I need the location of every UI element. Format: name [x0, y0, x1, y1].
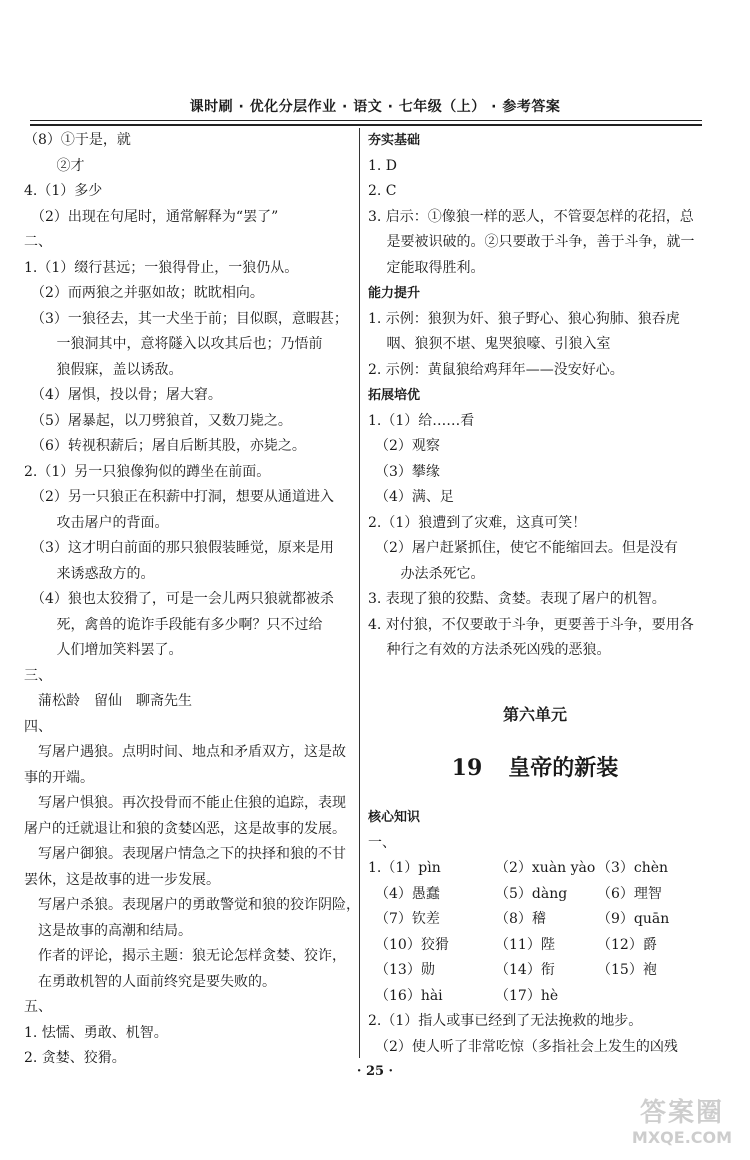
left-answer-line: 攻击屠户的背面。 — [24, 514, 169, 531]
part-label-yi: 一、 — [368, 834, 396, 851]
vocab-cell: （2）xuàn yào — [495, 860, 596, 876]
left-answer-line: （4）狼也太狡猾了，可是一会儿两只狼就都被杀 — [24, 591, 334, 607]
vocab-row — [368, 933, 702, 959]
vocab-cell: （10）狡猾 — [368, 936, 449, 953]
vocab-row — [368, 882, 702, 908]
vocab-cell: （6）理智 — [597, 885, 662, 902]
left-answer-line: 2.（1）另一只狼像狗似的蹲坐在前面。 — [24, 463, 271, 480]
left-answer-line: 写屠户御狼。表现屠户情急之下的抉择和狼的不甘 — [24, 846, 346, 862]
tuozhan-answer-line: 种行之有效的方法杀死凶残的恶狼。 — [368, 642, 611, 658]
hangshi-answer-line: 定能取得胜利。 — [368, 259, 485, 276]
left-answer-line: 三、 — [24, 667, 52, 684]
vocab-cell: （9）quān — [597, 911, 670, 927]
hangshi-answers — [368, 154, 702, 282]
left-answer-line: （2）出现在句尾时，通常解释为“罢了” — [24, 208, 279, 225]
vocab-cell: （5）dàng — [495, 885, 568, 902]
lesson-title — [368, 751, 702, 785]
watermark-logo — [622, 1098, 742, 1154]
vocab-cell: （14）衔 — [495, 962, 555, 978]
hangshi-answer-line: 是要被识破的。②只要敢于斗争，善于斗争，就一 — [368, 234, 695, 250]
left-answer-line: 2. 贪婪、狡猾。 — [24, 1050, 126, 1066]
hexin-answer-line: （2）使人听了非常吃惊（多指社会上发生的凶残 — [368, 1038, 678, 1055]
left-answer-line: 作者的评论，揭示主题：狼无论怎样贪婪、狡诈， — [24, 948, 346, 964]
left-answer-line: 二、 — [24, 234, 52, 250]
vocab-cell: （12）爵 — [597, 936, 657, 953]
lesson-name: 皇帝的新装 — [508, 755, 619, 781]
left-answer-line: （4）屠惧，投以骨；屠大窘。 — [24, 387, 222, 403]
left-answer-line: （3）一狼径去，其一犬坐于前；目似瞑，意暇甚； — [24, 310, 348, 327]
vocab-row — [368, 984, 702, 1010]
left-answer-line: 1. 怯懦、勇敢、机智。 — [24, 1024, 168, 1041]
tuozhan-answer-line: 1.（1）给……看 — [368, 412, 475, 429]
vocab-row — [368, 856, 702, 882]
vocab-row — [368, 907, 702, 933]
vocab-cell: （15）袍 — [597, 962, 657, 978]
left-answer-line: 1.（1）缀行甚远；一狼得骨止，一狼仍从。 — [24, 259, 299, 276]
left-answer-line: 死，禽兽的诡诈手段能有多少啊？只不过给 — [24, 616, 323, 633]
section-heading-hangshi: 夯实基础 — [368, 133, 421, 148]
left-answer-line: （5）屠暴起，以刀劈狼首，又数刀毙之。 — [24, 412, 292, 429]
left-answer-line: ②才 — [24, 157, 85, 174]
left-answer-line: 四、 — [24, 718, 52, 735]
left-answer-line: 这是故事的高潮和结局。 — [24, 922, 192, 939]
section-heading-nengli: 能力提升 — [368, 286, 421, 301]
vocab-cell: （13）勋 — [368, 962, 435, 978]
left-answer-line: 罢休，这是故事的进一步发展。 — [24, 871, 220, 888]
vocab-cell: （7）钦差 — [368, 911, 440, 927]
left-answer-line: 写屠户惧狼。再次投骨而不能止住狼的追踪，表现 — [24, 795, 346, 811]
left-answer-line: （2）而两狼之并驱如故；眈眈相向。 — [24, 285, 264, 301]
tuozhan-answer-line: 办法杀死它。 — [368, 565, 485, 582]
nengli-answer-line: 1. 示例：狼狈为奸、狼子野心、狼心狗肺、狼吞虎 — [368, 310, 680, 327]
vocab-cell: 1.（1）pìn — [368, 860, 441, 876]
left-column — [24, 128, 360, 1072]
vocab-cell: （16）hài — [368, 987, 443, 1004]
tuozhan-answer-line: （2）观察 — [368, 438, 440, 454]
section-heading-tuozhan: 拓展培优 — [368, 388, 421, 403]
watermark-url: MXQE.COM — [631, 1128, 733, 1147]
tuozhan-answer-line: 3. 表现了狼的狡黠、贪婪。表现了屠户的机智。 — [368, 591, 666, 607]
hangshi-answer-line: 1. D — [368, 157, 398, 174]
unit-title: 第六单元 — [502, 704, 567, 724]
header-rule-thin — [30, 120, 702, 121]
tuozhan-answer-line: （3）攀缘 — [368, 463, 440, 480]
nengli-answers — [368, 307, 702, 384]
vocab-cell: （3）chèn — [597, 860, 669, 876]
hangshi-answer-line: 2. C — [368, 183, 397, 199]
hexin-answer-line: 2.（1）指人或事已经到了无法挽救的地步。 — [368, 1013, 643, 1029]
left-answer-line: 事的开端。 — [24, 769, 94, 786]
left-answer-line: （6）转视积薪后；屠自后断其股，亦毙之。 — [24, 438, 306, 454]
left-answer-line: （2）另一只狼正在积薪中打洞，想要从通道进入 — [24, 489, 334, 505]
left-answer-line: （8）①于是，就 — [24, 132, 131, 148]
watermark-text: 答案圈 — [639, 1098, 724, 1128]
page-number: · 25 · — [356, 1064, 394, 1079]
left-answer-line: 狼假寐，盖以诱敌。 — [24, 361, 183, 378]
left-answer-line: 蒲松龄 留仙 聊斋先生 — [24, 693, 192, 709]
lesson-number: 19 — [451, 755, 483, 781]
header-rule-thick — [30, 124, 702, 126]
left-answer-line: 人们增加笑料罢了。 — [24, 642, 183, 658]
hangshi-answer-line: 3. 启示：①像狼一样的恶人，不管耍怎样的花招，总 — [368, 208, 694, 225]
hexin-answers — [368, 1009, 702, 1060]
column-divider — [359, 128, 360, 1058]
left-answer-line: 在勇敢机智的人面前终究是要失败的。 — [24, 973, 276, 990]
nengli-answer-line: 咽、狼狈不堪、鬼哭狼嚎、引狼入室 — [368, 336, 611, 352]
tuozhan-answer-line: （4）满、足 — [368, 489, 454, 505]
page-header: 课时刷 · 优化分层作业 · 语文 · 七年级（上） · 参考答案 — [189, 99, 561, 115]
left-answer-line: 屠户的迁就退让和狼的贪婪凶恶，这是故事的发展。 — [24, 820, 346, 837]
left-answer-line: （3）这才明白前面的那只狼假装睡觉，原来是用 — [24, 540, 334, 556]
nengli-answer-line: 2. 示例：黄鼠狼给鸡拜年——没安好心。 — [368, 361, 624, 378]
left-answer-line: 写屠户遇狼。点明时间、地点和矛盾双方，这是故 — [24, 744, 346, 760]
left-answer-line: 一狼洞其中，意将隧入以攻其后也；乃悟前 — [24, 336, 323, 352]
right-column — [368, 128, 702, 1060]
tuozhan-answer-line: （2）屠户赶紧抓住，使它不能缩回去。但是没有 — [368, 540, 678, 556]
vocab-cell: （17）hè — [495, 987, 559, 1004]
section-heading-hexin: 核心知识 — [368, 810, 421, 825]
left-answer-line: 4.（1）多少 — [24, 183, 103, 199]
left-answer-line: 写屠户杀狼。表现屠户的勇敢警觉和狼的狡诈阴险， — [24, 897, 360, 913]
left-answer-line: 五、 — [24, 999, 52, 1015]
vocab-row — [368, 958, 702, 984]
tuozhan-answer-line: 4. 对付狼，不仅要敢于斗争，更要善于斗争，要用各 — [368, 616, 694, 633]
tuozhan-answers — [368, 409, 702, 664]
left-answer-line: 来诱惑敌方的。 — [24, 565, 155, 582]
tuozhan-answer-line: 2.（1）狼遭到了灾难，这真可笑！ — [368, 514, 587, 531]
vocab-cell: （11）陛 — [495, 936, 555, 953]
vocab-cell: （4）愚蠢 — [368, 885, 440, 902]
vocab-cell: （8）稽 — [495, 911, 546, 927]
vocab-grid — [368, 856, 702, 1009]
